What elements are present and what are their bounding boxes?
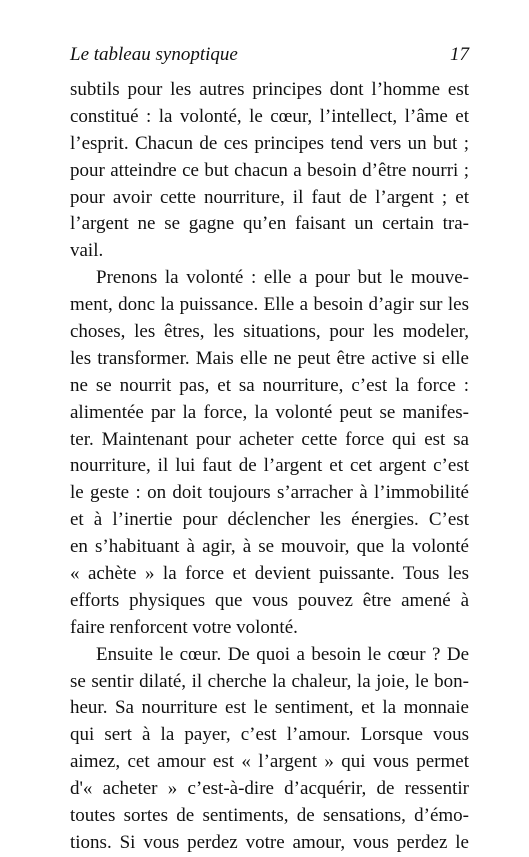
text-line: heur. Sa nourriture est le sentiment, et la monnaie [70, 697, 469, 719]
text-line: se sentir dilaté, il cherche la chaleur, la joie, le bon- [70, 670, 469, 692]
text-line: alimentée par la force, la volonté peut se manifes- [70, 401, 469, 423]
text-line: ter. Maintenant pour acheter cette force qui est sa [70, 428, 469, 450]
body-text [70, 77, 469, 857]
running-header [70, 40, 469, 70]
text-line: faire renforcent votre volonté. [70, 616, 298, 638]
text-line: en s’habituant à agir, à se mouvoir, que la volonté [70, 536, 469, 558]
text-line: constitué : la volonté, le cœur, l’intellect, l’âme et [70, 105, 469, 127]
text-line: vail. [70, 240, 104, 262]
text-line: ne se nourrit pas, et sa nourriture, c’est la force : [70, 374, 469, 396]
page-number: 17 [450, 44, 469, 65]
text-line: Prenons la volonté : elle a pour but le mouve- [96, 267, 469, 289]
text-line: pour atteindre ce but chacun a besoin d’être nourri ; [70, 159, 469, 181]
text-line: Ensuite le cœur. De quoi a besoin le cœur ? De [96, 643, 469, 665]
text-line: les transformer. Mais elle ne peut être active si elle [70, 347, 469, 369]
text-line: aimez, cet amour est « l’argent » qui vous permet [70, 751, 469, 773]
text-line: subtils pour les autres principes dont l’homme est [70, 79, 469, 100]
text-line: ment, donc la puissance. Elle a besoin d’agir sur les [70, 294, 469, 316]
text-line: le geste : on doit toujours s’arracher à l’immobilité [70, 482, 469, 504]
text-line: qui sert à la payer, c’est l’amour. Lorsque vous [70, 724, 469, 746]
text-line: efforts physiques que vous pouvez être amené à [70, 589, 469, 611]
text-line: tions. Si vous perdez votre amour, vous perdez le [70, 831, 469, 853]
text-line: pour avoir cette nourriture, il faut de l’argent ; et [70, 186, 469, 208]
text-line: et à l’inertie pour déclencher les énergies. C’est [70, 509, 469, 531]
text-line: nourriture, il lui faut de l’argent et cet argent c’est [70, 455, 469, 477]
text-line: toutes sortes de sentiments, de sensations, d’émo- [70, 805, 469, 827]
text-line: « achète » la force et devient puissante. Tous les [70, 563, 469, 585]
book-page [70, 40, 469, 853]
text-line: l’argent ne se gagne qu’en faisant un certain tra- [70, 213, 469, 235]
text-line: d'« acheter » c’est-à-dire d’acquérir, de ressentir [70, 778, 469, 800]
running-title: Le tableau synoptique [70, 44, 238, 65]
text-line: choses, les êtres, les situations, pour les modeler, [70, 321, 469, 343]
text-line: l’esprit. Chacun de ces principes tend vers un but ; [70, 132, 469, 154]
